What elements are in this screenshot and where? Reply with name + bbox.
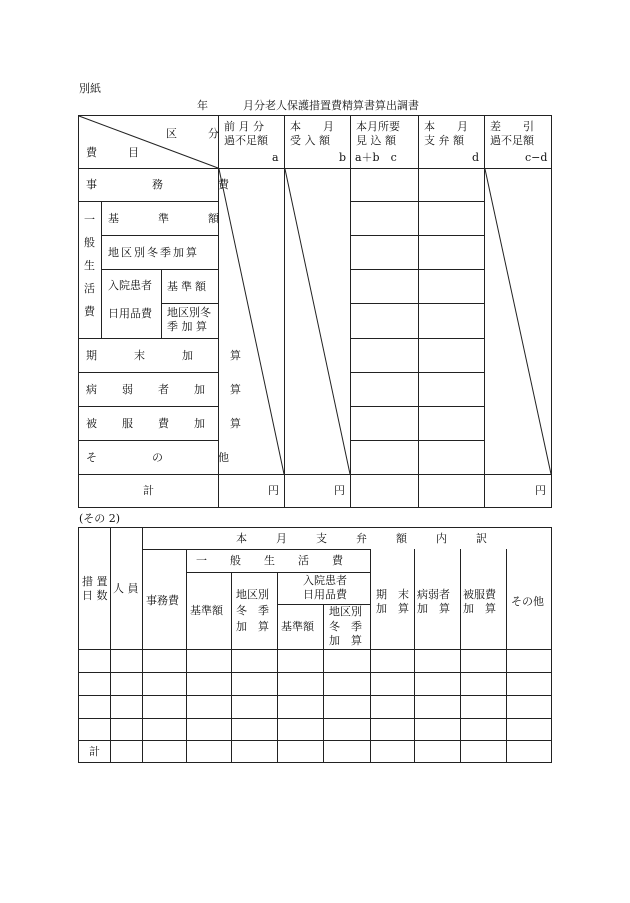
col-header-paid-line1: 本 月 [424,120,468,133]
header-measure-days-line1: 措 置 [82,575,108,588]
col-header-received-line1: 本 月 [290,120,334,133]
header-inpatient-line1: 入院患者 [303,574,347,587]
row-general-group-label: 一般生活費 [84,213,95,318]
col-header-diff-letter: c−d [525,151,548,164]
col-header-received-line2: 受 入 額 [290,134,330,147]
col-header-required-letter: a＋b c [355,151,397,164]
row-other-label: そ の 他 [86,451,251,464]
corner-row-label: 費 目 [86,146,149,159]
header-base: 基準額 [190,604,223,617]
row-inpatient-goods-line1: 入院患者 [108,279,152,292]
row-inpatient-winter-line1: 地区別冬 [167,306,211,319]
row-clothing-label: 被 服 費 加 算 [86,417,248,430]
header-inpatient-regional-line3: 加 算 [329,634,362,647]
header-breakdown: 本 月 支 弁 額 内 訳 [236,532,496,545]
row-office-label: 事 務 費 [86,178,251,191]
col-header-prev-line2: 過不足額 [224,134,268,147]
col-header-required-line2: 見 込 額 [356,134,396,147]
row-inpatient-winter-line2: 季 加 算 [167,320,207,333]
col-header-diff-line2: 過不足額 [490,134,534,147]
header-office: 事務費 [146,594,179,607]
header-other: その他 [511,595,544,608]
header-clothing-line1: 被服費 [463,588,496,601]
header-inpatient-regional-line1: 地区別 [329,605,362,618]
col-header-paid-letter: d [472,151,480,164]
header-regional-line2: 冬 季 [236,604,269,617]
col-header-paid-line2: 支 弁 額 [424,134,464,147]
row-base-label: 基 準 額 [108,212,233,225]
row-inpatient-base-label: 基準額 [167,280,209,293]
header-inpatient-line2: 日用品費 [303,588,347,601]
header-inpatient-base: 基準額 [281,620,314,633]
header-persons: 人 員 [113,582,139,595]
header-sick-line2: 加 算 [417,602,450,615]
header-regional-line1: 地区別 [236,588,269,601]
header-measure-days-line2: 日 数 [82,589,108,602]
yen-unit: 円 [535,484,546,497]
corner-col-label: 区 分 [166,127,229,140]
year-label: 年 [197,99,208,112]
row-sick-label: 病 弱 者 加 算 [86,383,248,396]
table-2-caption: (その 2) [79,512,121,525]
row-term-end-label: 期 末 加 算 [86,349,254,362]
header-clothing-line2: 加 算 [463,602,496,615]
col-header-diff-line1: 差 引 [490,120,534,133]
header-regional-line3: 加 算 [236,620,269,633]
header-term-end-line2: 加 算 [376,602,409,615]
row-total-label: 計 [143,484,154,497]
table-2-total-label: 計 [89,745,100,758]
col-header-received-letter: b [339,151,347,164]
yen-unit: 円 [334,484,345,497]
col-header-prev-letter: a [272,151,279,164]
header-term-end-line1: 期 末 [376,588,409,601]
row-inpatient-goods-line2: 日用品費 [108,307,152,320]
yen-unit: 円 [268,484,279,497]
page-title: 月分老人保護措置費精算書算出調書 [243,99,419,112]
row-regional-winter-label: 地区別冬季加算 [108,246,199,259]
header-sick-line1: 病弱者 [417,588,450,601]
col-header-required-line1: 本月所要 [356,120,400,133]
attachment-label: 別紙 [79,82,101,95]
header-general: 一 般 生 活 費 [196,554,349,567]
col-header-prev-line1: 前 月 分 [224,120,264,133]
header-inpatient-regional-line2: 冬 季 [329,620,362,633]
